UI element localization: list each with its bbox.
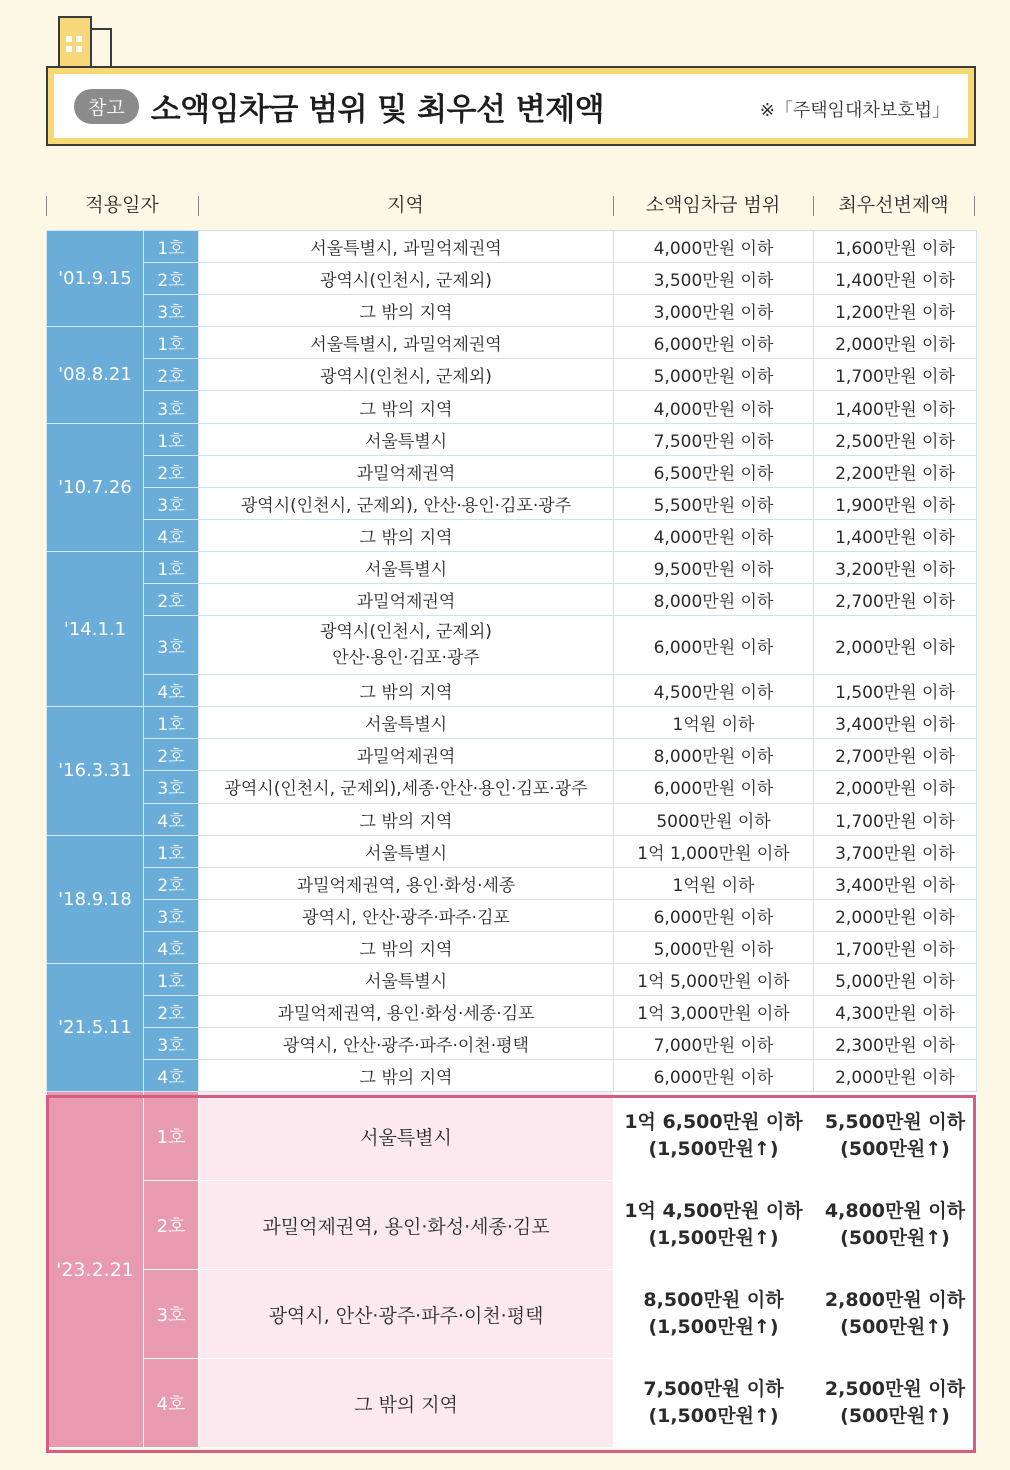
priority-cell — [814, 1359, 977, 1448]
date-cell: '14.1.1 — [47, 551, 144, 706]
table-row — [47, 359, 977, 391]
table-row — [47, 707, 977, 739]
ho-cell: 2호 — [144, 263, 199, 295]
priority-cell — [814, 1270, 977, 1359]
region-cell: 서울특별시 — [199, 835, 614, 867]
region-cell: 그 밖의 지역 — [199, 1060, 614, 1092]
region-cell: 그 밖의 지역 — [199, 803, 614, 835]
priority-cell: 1,400만원 이하 — [814, 519, 977, 551]
range-cell — [614, 1092, 814, 1181]
range-cell: 5,500만원 이하 — [614, 487, 814, 519]
rent-table — [46, 230, 977, 1448]
ho-cell: 1호 — [144, 707, 199, 739]
range-cell — [614, 1359, 814, 1448]
priority-cell: 2,000만원 이하 — [814, 1060, 977, 1092]
range-cell: 8,000만원 이하 — [614, 584, 814, 616]
table-row — [47, 675, 977, 707]
increase-value: (500만원↑) — [840, 1405, 950, 1428]
table-row — [47, 803, 977, 835]
column-header-date: 적용일자 — [85, 194, 159, 216]
table-row — [47, 616, 977, 675]
ho-cell: 1호 — [144, 327, 199, 359]
ho-cell: 4호 — [144, 519, 199, 551]
increase-value: (500만원↑) — [840, 1316, 950, 1339]
region-cell: 서울특별시 — [199, 551, 614, 583]
region-cell: 서울특별시 — [199, 963, 614, 995]
column-header-region: 지역 — [387, 194, 424, 216]
priority-cell: 3,400만원 이하 — [814, 867, 977, 899]
region-cell: 그 밖의 지역 — [199, 675, 614, 707]
table-row — [47, 835, 977, 867]
priority-cell: 2,000만원 이하 — [814, 327, 977, 359]
range-cell: 1억 1,000만원 이하 — [614, 835, 814, 867]
reference-badge: 참고 — [74, 89, 139, 124]
amount-value: 7,500만원 이하 — [643, 1377, 784, 1400]
range-cell: 5,000만원 이하 — [614, 359, 814, 391]
region-cell: 과밀억제권역 — [199, 584, 614, 616]
ho-cell: 1호 — [144, 423, 199, 455]
table-row — [47, 327, 977, 359]
table-row-latest — [47, 1092, 977, 1181]
priority-cell: 3,200만원 이하 — [814, 551, 977, 583]
range-cell — [614, 1270, 814, 1359]
ho-cell: 3호 — [144, 391, 199, 423]
region-cell: 서울특별시 — [199, 1092, 614, 1181]
amount-value: 1억 6,500만원 이하 — [624, 1110, 803, 1133]
range-cell: 9,500만원 이하 — [614, 551, 814, 583]
priority-cell: 4,300만원 이하 — [814, 996, 977, 1028]
increase-value: (500만원↑) — [840, 1138, 950, 1161]
ho-cell: 2호 — [144, 996, 199, 1028]
table-row — [47, 231, 977, 263]
priority-cell: 1,700만원 이하 — [814, 803, 977, 835]
table-row — [47, 996, 977, 1028]
ho-cell: 4호 — [144, 1060, 199, 1092]
date-cell: '16.3.31 — [47, 707, 144, 835]
range-cell: 1억원 이하 — [614, 707, 814, 739]
table-row-latest — [47, 1181, 977, 1270]
range-cell: 5,000만원 이하 — [614, 931, 814, 963]
ho-cell: 4호 — [144, 803, 199, 835]
region-cell: 서울특별시, 과밀억제권역 — [199, 327, 614, 359]
region-cell: 광역시(인천시, 군제외),세종·안산·용인·김포·광주 — [199, 771, 614, 803]
region-cell: 그 밖의 지역 — [199, 295, 614, 327]
table-row — [47, 487, 977, 519]
region-cell: 과밀억제권역, 용인·화성·세종·김포 — [199, 996, 614, 1028]
amount-value: 8,500만원 이하 — [643, 1288, 784, 1311]
priority-cell: 3,700만원 이하 — [814, 835, 977, 867]
ho-cell: 2호 — [144, 739, 199, 771]
table-row — [47, 963, 977, 995]
amount-value: 2,800만원 이하 — [824, 1288, 966, 1311]
law-note: ※「주택임대차보호법」 — [759, 100, 950, 121]
ho-cell: 2호 — [144, 584, 199, 616]
range-cell: 1억 5,000만원 이하 — [614, 963, 814, 995]
ho-cell: 3호 — [144, 487, 199, 519]
amount-value: 5,500만원 이하 — [824, 1110, 966, 1133]
table-row — [47, 455, 977, 487]
increase-value: (1,500만원↑) — [648, 1227, 779, 1250]
table-row — [47, 391, 977, 423]
region-cell — [199, 616, 614, 675]
priority-cell: 1,200만원 이하 — [814, 295, 977, 327]
region-cell: 광역시(인천시, 군제외), 안산·용인·김포·광주 — [199, 487, 614, 519]
ho-cell: 1호 — [144, 1092, 199, 1181]
date-cell: '21.5.11 — [47, 963, 144, 1091]
range-cell: 4,000만원 이하 — [614, 519, 814, 551]
range-cell: 7,000만원 이하 — [614, 1028, 814, 1060]
range-cell: 6,000만원 이하 — [614, 771, 814, 803]
ho-cell: 2호 — [144, 867, 199, 899]
region-cell: 광역시, 안산·광주·파주·김포 — [199, 899, 614, 931]
table-row — [47, 1060, 977, 1092]
priority-cell: 2,500만원 이하 — [814, 423, 977, 455]
increase-value: (1,500만원↑) — [648, 1138, 779, 1161]
amount-value: 2,500만원 이하 — [824, 1377, 966, 1400]
table-row — [47, 295, 977, 327]
range-cell: 7,500만원 이하 — [614, 423, 814, 455]
range-cell: 6,000만원 이하 — [614, 327, 814, 359]
table-row — [47, 519, 977, 551]
amount-value: 4,800만원 이하 — [824, 1199, 966, 1222]
table-row — [47, 551, 977, 583]
priority-cell: 1,600만원 이하 — [814, 231, 977, 263]
table-row-latest — [47, 1270, 977, 1359]
range-cell: 6,000만원 이하 — [614, 899, 814, 931]
date-cell: '10.7.26 — [47, 423, 144, 551]
ho-cell: 4호 — [144, 1359, 199, 1448]
priority-cell: 1,400만원 이하 — [814, 391, 977, 423]
region-cell: 광역시(인천시, 군제외) — [199, 263, 614, 295]
region-cell: 서울특별시 — [199, 707, 614, 739]
priority-cell: 5,000만원 이하 — [814, 963, 977, 995]
range-cell: 8,000만원 이하 — [614, 739, 814, 771]
table-row — [47, 739, 977, 771]
date-cell: '18.9.18 — [47, 835, 144, 963]
ho-cell: 1호 — [144, 551, 199, 583]
priority-cell: 2,700만원 이하 — [814, 584, 977, 616]
table-row — [47, 867, 977, 899]
priority-cell: 1,400만원 이하 — [814, 263, 977, 295]
table-row-latest — [47, 1359, 977, 1448]
ho-cell: 2호 — [144, 359, 199, 391]
ho-cell: 3호 — [144, 295, 199, 327]
ho-cell: 2호 — [144, 455, 199, 487]
ho-cell: 1호 — [144, 231, 199, 263]
priority-cell: 2,000만원 이하 — [814, 899, 977, 931]
priority-cell: 1,900만원 이하 — [814, 487, 977, 519]
ho-cell: 3호 — [144, 899, 199, 931]
range-cell: 6,500만원 이하 — [614, 455, 814, 487]
page-title: 소액임차금 범위 및 최우선 변제액 — [150, 91, 605, 128]
table-header — [46, 188, 976, 222]
ho-cell: 3호 — [144, 1270, 199, 1359]
table-row — [47, 1028, 977, 1060]
priority-cell: 1,500만원 이하 — [814, 675, 977, 707]
table-row — [47, 771, 977, 803]
range-cell: 6,000만원 이하 — [614, 1060, 814, 1092]
region-cell: 광역시, 안산·광주·파주·이천·평택 — [199, 1270, 614, 1359]
range-cell: 1억원 이하 — [614, 867, 814, 899]
table-row — [47, 899, 977, 931]
range-cell: 1억 3,000만원 이하 — [614, 996, 814, 1028]
region-cell: 그 밖의 지역 — [199, 519, 614, 551]
range-cell: 3,500만원 이하 — [614, 263, 814, 295]
column-header-range: 소액임차금 범위 — [645, 194, 781, 216]
title-box — [46, 66, 976, 146]
ho-cell: 3호 — [144, 616, 199, 675]
range-cell: 4,000만원 이하 — [614, 231, 814, 263]
region-cell: 서울특별시 — [199, 423, 614, 455]
priority-cell: 1,700만원 이하 — [814, 359, 977, 391]
range-cell: 6,000만원 이하 — [614, 616, 814, 675]
region-cell: 과밀억제권역 — [199, 455, 614, 487]
region-cell: 서울특별시, 과밀억제권역 — [199, 231, 614, 263]
range-cell: 4,000만원 이하 — [614, 391, 814, 423]
region-cell: 광역시(인천시, 군제외) — [199, 359, 614, 391]
ho-cell: 3호 — [144, 771, 199, 803]
amount-value: 1억 4,500만원 이하 — [624, 1199, 803, 1222]
region-line: 안산·용인·김포·광주 — [332, 648, 480, 669]
range-cell — [614, 1181, 814, 1270]
ho-cell: 4호 — [144, 675, 199, 707]
table-row — [47, 263, 977, 295]
priority-cell: 2,700만원 이하 — [814, 739, 977, 771]
table-row — [47, 423, 977, 455]
date-cell: '23.2.21 — [47, 1092, 144, 1448]
region-cell: 과밀억제권역, 용인·화성·세종·김포 — [199, 1181, 614, 1270]
column-header-priority: 최우선변제액 — [838, 194, 949, 216]
range-cell: 5000만원 이하 — [614, 803, 814, 835]
priority-cell: 2,200만원 이하 — [814, 455, 977, 487]
range-cell: 3,000만원 이하 — [614, 295, 814, 327]
region-line: 광역시(인천시, 군제외) — [320, 621, 492, 642]
date-cell: '01.9.15 — [47, 231, 144, 327]
region-cell: 그 밖의 지역 — [199, 1359, 614, 1448]
region-cell: 과밀억제권역 — [199, 739, 614, 771]
increase-value: (500만원↑) — [840, 1227, 950, 1250]
increase-value: (1,500만원↑) — [648, 1316, 779, 1339]
ho-cell: 3호 — [144, 1028, 199, 1060]
ho-cell: 2호 — [144, 1181, 199, 1270]
region-cell: 그 밖의 지역 — [199, 931, 614, 963]
region-cell: 광역시, 안산·광주·파주·이천·평택 — [199, 1028, 614, 1060]
priority-cell — [814, 1092, 977, 1181]
region-cell: 그 밖의 지역 — [199, 391, 614, 423]
priority-cell — [814, 1181, 977, 1270]
range-cell: 4,500만원 이하 — [614, 675, 814, 707]
ho-cell: 4호 — [144, 931, 199, 963]
priority-cell: 2,000만원 이하 — [814, 771, 977, 803]
table-row — [47, 931, 977, 963]
region-cell: 과밀억제권역, 용인·화성·세종 — [199, 867, 614, 899]
priority-cell: 3,400만원 이하 — [814, 707, 977, 739]
priority-cell: 2,000만원 이하 — [814, 616, 977, 675]
increase-value: (1,500만원↑) — [648, 1405, 779, 1428]
date-cell: '08.8.21 — [47, 327, 144, 423]
priority-cell: 2,300만원 이하 — [814, 1028, 977, 1060]
ho-cell: 1호 — [144, 963, 199, 995]
ho-cell: 1호 — [144, 835, 199, 867]
table-row — [47, 584, 977, 616]
priority-cell: 1,700만원 이하 — [814, 931, 977, 963]
